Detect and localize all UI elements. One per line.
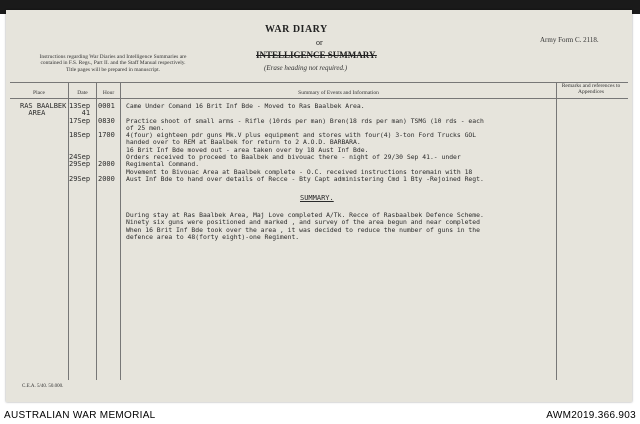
header-top-rule (10, 82, 628, 83)
date-entries: 13Sep 41 17Sep 18Sep 24Sep 29Sep 29Sep (69, 102, 91, 183)
remarks-header: Remarks and references to Appendices (561, 83, 621, 95)
print-code: C.E.A. 5/40. 50.000. (22, 384, 64, 389)
summary-text: During stay at Ras Baalbek Area, Maj Love completed A/Tk. Recce of Rasbaalbek Defence Scheme. Ninety six guns were positioned and marked , and survey of the area begun and near completed When 16 Brit Inf Bde took over the area , it was decided to reduce the number of guns in the defence area to 48(forty eight)-one Regiment. (126, 211, 484, 241)
header-bottom-rule (10, 98, 628, 99)
place-entry: RAS BAALBEK AREA (20, 102, 67, 118)
summary-remarks-divider (556, 82, 557, 380)
summary-header: Summary of Events and Information (298, 90, 379, 96)
date-header: Date (77, 90, 88, 96)
date-hour-divider (96, 82, 97, 380)
place-header: Place (33, 90, 45, 96)
instructions-text: Instructions regarding War Diaries and Intelligence Summaries are contained in F.S. Regs., Part II. and the Staff Manual respectively. Title pages will be prepared in manuscript. (39, 54, 187, 73)
army-form-number: Army Form C. 2118. (540, 36, 599, 44)
form-subtitle: INTELLIGENCE SUMMARY. (256, 50, 377, 60)
footer-accession-id: AWM2019.366.903 (546, 410, 636, 421)
form-title: WAR DIARY (265, 24, 328, 35)
or-mark: or (316, 38, 323, 47)
hour-entries: 0001 0830 1700 2000 2000 (98, 102, 115, 183)
summary-heading: SUMMARY. (300, 194, 334, 202)
hour-summary-divider (120, 82, 121, 380)
footer-institution: AUSTRALIAN WAR MEMORIAL (4, 410, 156, 421)
event-entries: Came Under Comand 16 Brit Inf Bde - Moved to Ras Baalbek Area. Practice shoot of small arms - Rifle (10rds per man) Bren(18 rds per man) TSMG (10 rds - each of 25 men. 4(four) eighteen pdr guns Mk.V plus equipment and stores with four(4) 3-ton Ford Trucks GOL handed over to REM at Baalbek for return to 2 A.O.D. BARBARA. 16 Brit Inf Bde moved out - area taken over by 18 Aust Inf Bde. Orders received to proceed to Baalbek and bivouac there - night of 29/30 Sep 41.- under Regimental Command. Movement to Bivouac Area at Baalbek complete - O.C. received instructions toremain with 18 Aust Inf Bde to hand over details of Recce - Bty Capt administering Cmd 1 Bty -Rejoined Regt. (126, 102, 484, 183)
hour-header: Hour (102, 90, 115, 96)
erase-note: (Erase heading not required.) (264, 64, 348, 72)
